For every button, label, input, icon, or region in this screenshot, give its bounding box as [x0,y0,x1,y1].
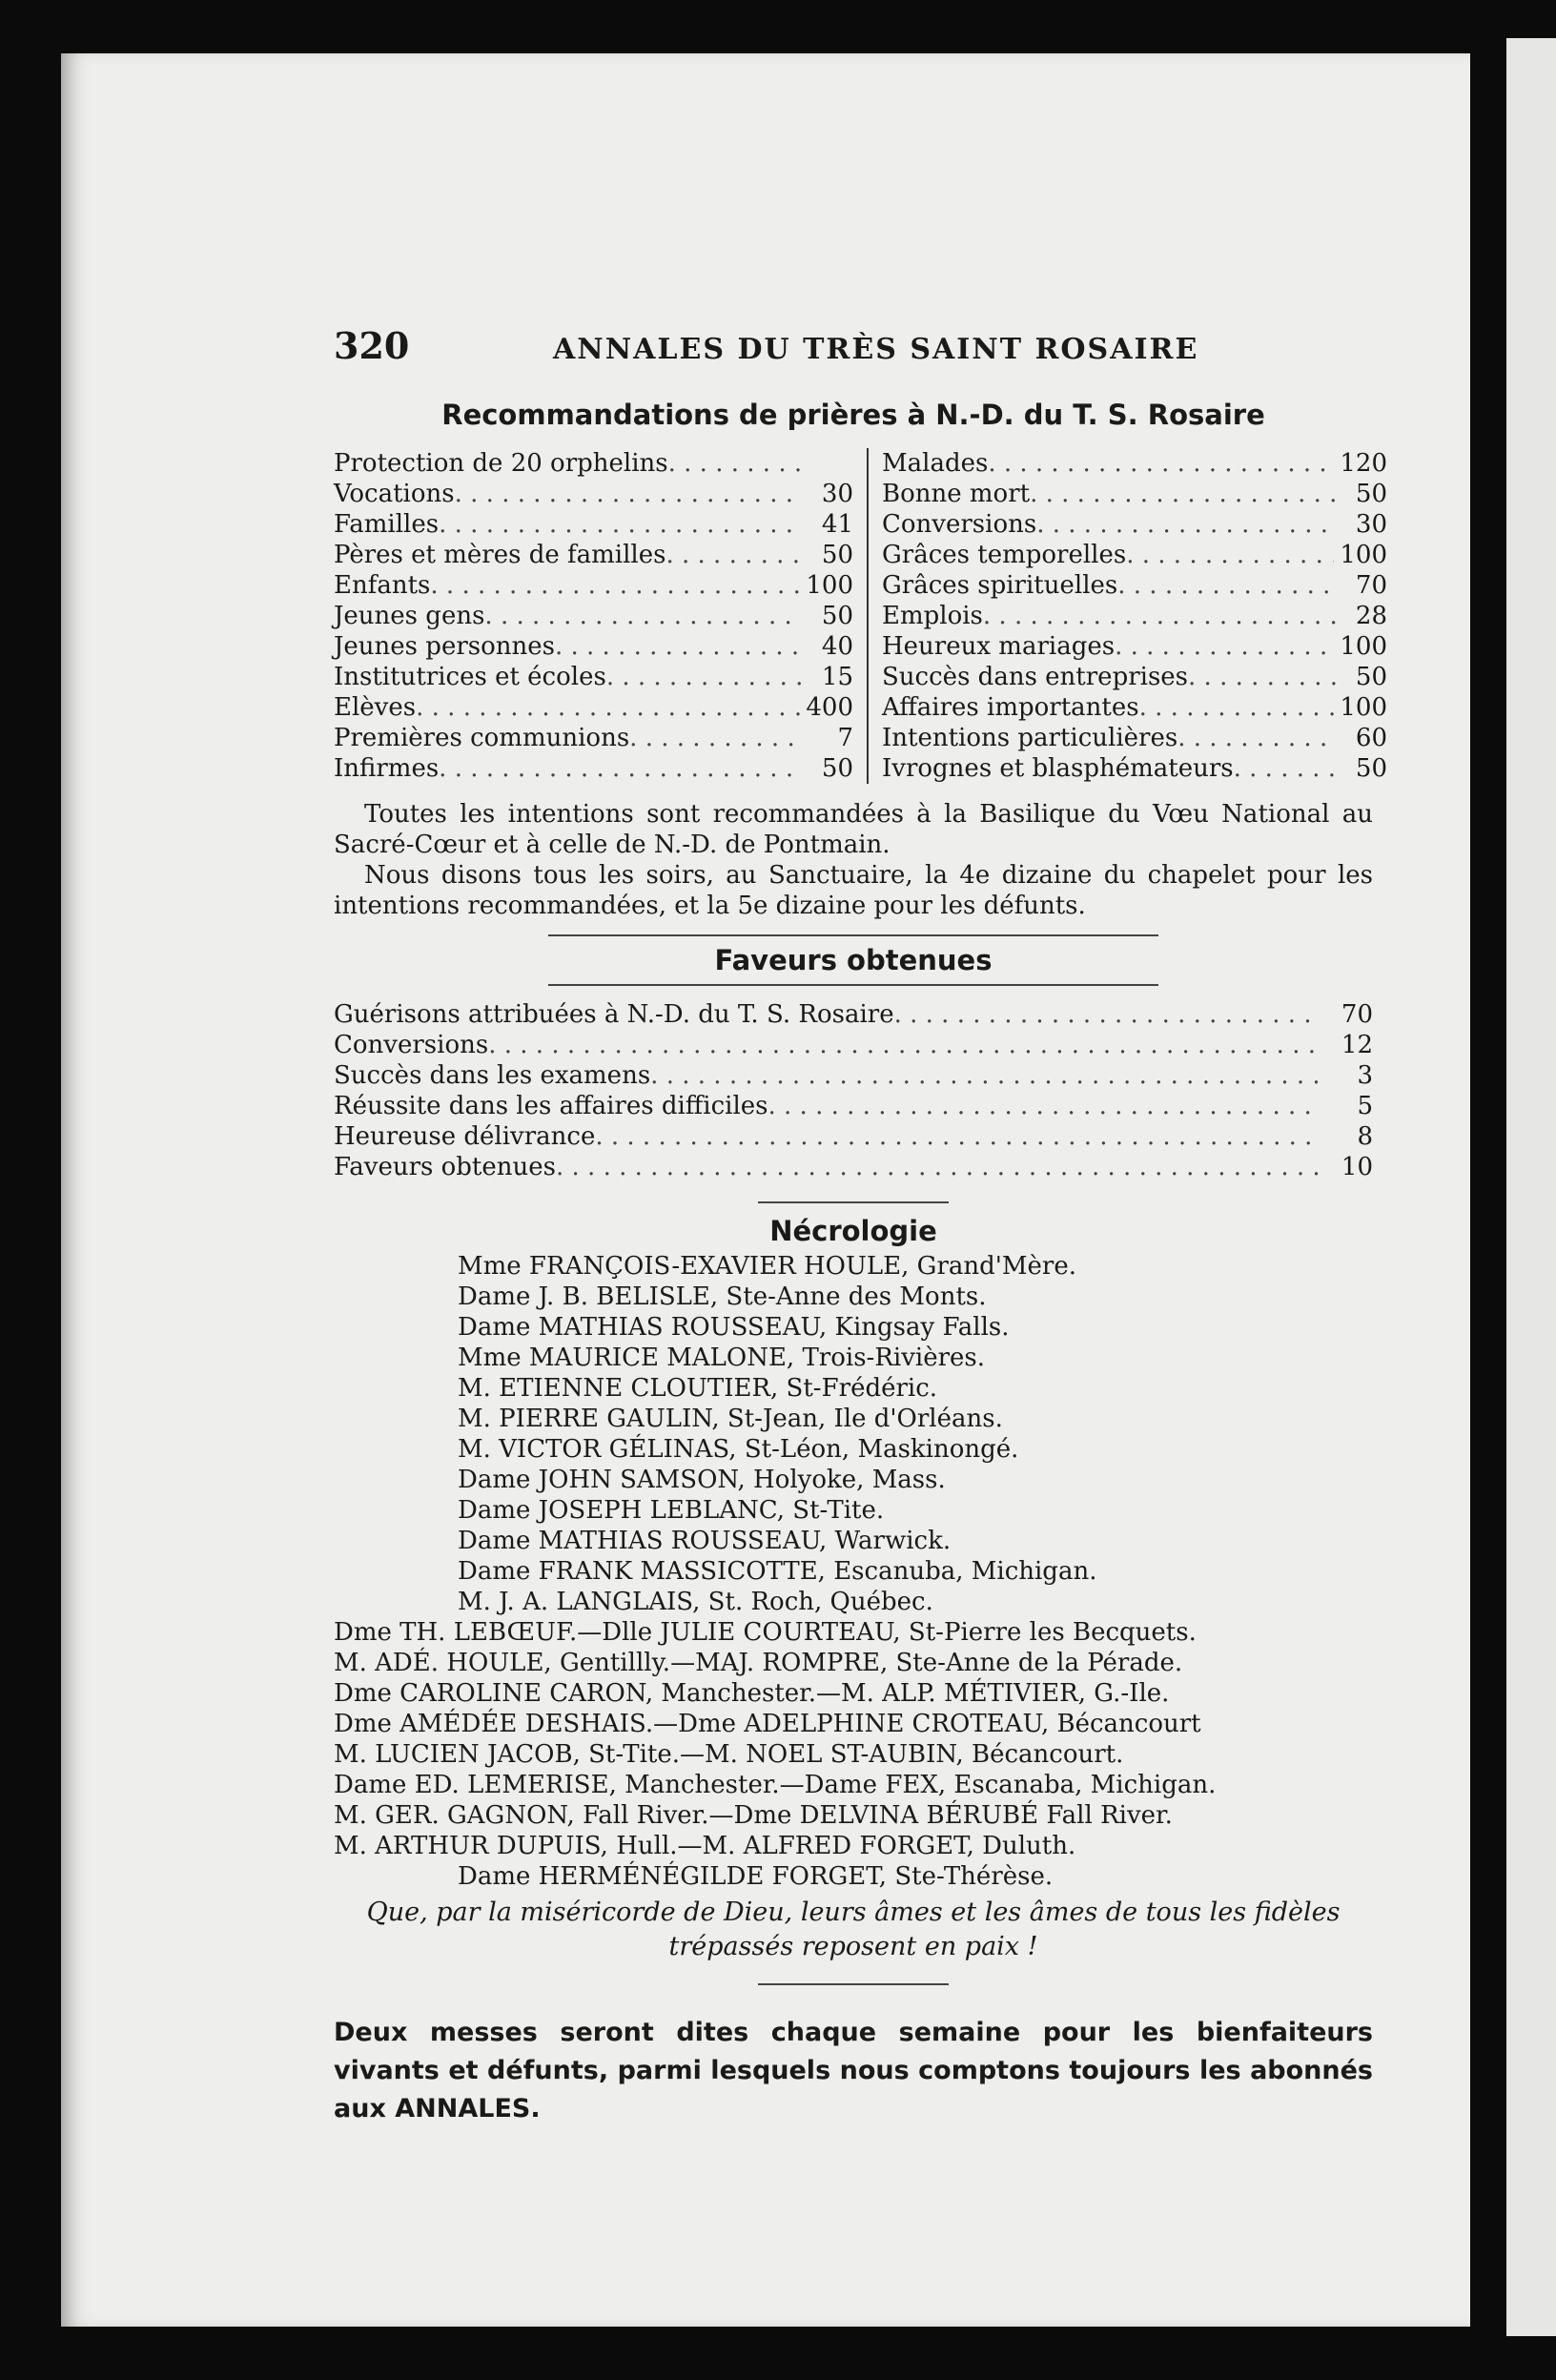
leader-dots [668,448,802,479]
list-row [334,1060,1373,1091]
row-label: Elèves [334,693,417,722]
list-row [882,479,1387,509]
row-label: Institutrices et écoles [334,663,606,691]
list-row [334,631,853,662]
row-value: 100 [806,571,853,600]
row-label: Heureuse délivrance [334,1122,596,1151]
row-value: 28 [1355,602,1387,630]
row-label: Heureux mariages [882,632,1116,661]
row-label: Pères et mères de familles [334,541,666,569]
closing-prayer [334,1896,1373,1964]
leader-dots [1234,753,1336,784]
necrologie-entry: Dme CAROLINE CARON, Manchester.—M. ALP. MÉTIVIER, G.-Ile. [334,1679,1170,1708]
necrologie-entry: M. ARTHUR DUPUIS, Hull.—M. ALFRED FORGET, Duluth. [334,1832,1076,1860]
necrologie-entry: M. PIERRE GAULIN, St-Jean, Ile d'Orléans. [458,1405,1003,1433]
list-row [882,753,1387,784]
necrologie-entry: M. LUCIEN JACOB, St-Tite.—M. NOEL ST-AUBIN, Bécancourt. [334,1740,1124,1769]
list-row [334,540,853,570]
necrologie-title: Nécrologie [769,1215,937,1247]
leader-dots [555,631,802,662]
row-label: Jeunes personnes [334,632,555,661]
necrologie-entry: M. VICTOR GÉLINAS, St-Léon, Maskinongé. [458,1435,1019,1464]
row-value: 8 [1357,1122,1373,1151]
adjacent-page-edge [1506,38,1556,2336]
list-row [334,999,1373,1030]
row-value: 100 [1340,693,1387,722]
section-divider [758,1983,949,1985]
leader-dots [484,601,802,631]
row-label: Malades [882,449,989,478]
necrologie-entry: Dame FRANK MASSICOTTE, Escanuba, Michigan. [458,1557,1097,1586]
leader-dots [983,601,1336,631]
row-label: Conversions [334,1031,489,1059]
necrologie-entry: M. J. A. LANGLAIS, St. Roch, Québec. [458,1588,933,1616]
row-value: 30 [821,480,853,508]
leader-dots [439,509,802,540]
list-row [334,662,853,692]
list-row [334,1030,1373,1060]
faveurs-title: Faveurs obtenues [714,944,993,976]
row-value: 30 [1355,510,1387,539]
list-row [334,509,853,540]
necrologie-entry: Dame MATHIAS ROUSSEAU, Kingsay Falls. [458,1313,1010,1342]
leader-dots [595,1121,1321,1152]
list-row [882,448,1387,479]
leader-dots [629,723,802,753]
row-label: Succès dans entreprises [882,663,1189,691]
row-value: 120 [1340,449,1387,478]
row-value: 60 [1355,724,1387,752]
list-row [334,601,853,631]
leader-dots [606,662,802,692]
list-row [334,692,853,723]
necrologie-entry: Mme MAURICE MALONE, Trois-Rivières. [458,1344,986,1372]
row-value: 70 [1341,1000,1373,1029]
list-row [882,601,1387,631]
row-label: Premières communions [334,724,630,752]
leader-dots [430,570,800,601]
row-value: 100 [1340,632,1387,661]
leader-dots [650,1060,1321,1091]
row-label: Vocations [334,480,455,508]
row-label: Emplois [882,602,983,630]
section-divider [548,984,1158,986]
row-label: Protection de 20 orphelins [334,449,668,478]
list-row [334,723,853,753]
necrologie-entry: Dame MATHIAS ROUSSEAU, Warwick. [458,1527,952,1555]
necrologie-entry: Dame JOHN SAMSON, Holyoke, Mass. [458,1466,946,1494]
row-label: Grâces spirituelles [882,571,1118,600]
leader-dots [488,1030,1321,1060]
row-value: 50 [821,754,853,783]
row-value: 40 [821,632,853,661]
row-value: 7 [837,724,853,752]
row-label: Jeunes gens [334,602,485,630]
section-divider [758,1201,949,1203]
row-value: 50 [821,602,853,630]
necrologie-entry: Dame ED. LEMERISE, Manchester.—Dame FEX, Escanaba, Michigan. [334,1771,1217,1799]
row-value: 50 [1355,754,1387,783]
list-row [882,662,1387,692]
list-row [882,570,1387,601]
row-label: Guérisons attribuées à N.-D. du T. S. Rosaire [334,1000,894,1029]
leader-dots [1188,662,1336,692]
row-label: Infirmes [334,754,440,783]
leader-dots [1177,723,1336,753]
leader-dots [556,1152,1321,1182]
row-label: Succès dans les examens [334,1061,651,1090]
necrologie-entry: Dame J. B. BELISLE, Ste-Anne des Monts. [458,1282,987,1311]
note-paragraph: Nous disons tous les soirs, au Sanctuaire, la 4e dizaine du chapelet pour les intentions recommandées, et la 5e dizaine pour les défunts. [334,861,1373,920]
necrologie-entry: Dme AMÉDÉE DESHAIS.—Dme ADELPHINE CROTEAU, Bécancourt [334,1710,1201,1738]
row-value: 70 [1355,571,1387,600]
leader-dots [988,448,1334,479]
row-label: Grâces temporelles [882,541,1127,569]
row-value: 100 [1340,541,1387,569]
page-content [334,324,1387,2128]
leader-dots [1036,509,1336,540]
list-row [882,723,1387,753]
necrologie-entry: Dame HERMÉNÉGILDE FORGET, Ste-Thérèse. [458,1862,1054,1891]
necrologie-entry: Dme TH. LEBŒUF.—Dlle JULIE COURTEAU, St-Pierre les Becquets. [334,1618,1197,1647]
row-label: Familles [334,510,440,539]
necrologie-list [334,1251,1373,1892]
leader-dots [1117,570,1336,601]
note-paragraph: Toutes les intentions sont recommandées à la Basilique du Vœu National au Sacré-Cœur et à celle de N.-D. de Pontmain. [334,800,1373,859]
necrologie-entry: M. ETIENNE CLOUTIER, St-Frédéric. [458,1374,938,1403]
row-label: Bonne mort [882,480,1031,508]
recommandations-notes [334,799,1373,921]
row-value: 400 [806,693,853,722]
running-title: ANNALES DU TRÈS SAINT ROSAIRE [553,333,1199,366]
final-notice: Deux messes seront dites chaque semaine pour les bienfaiteurs vivants et défunts, parmi lesquels nous comptons toujours les abonnés aux ANNALES. [334,2018,1373,2124]
section-divider [548,934,1158,936]
list-row [882,631,1387,662]
row-label: Ivrognes et blasphémateurs [882,754,1234,783]
leader-dots [439,753,802,784]
row-value: 12 [1341,1031,1373,1059]
row-value: 50 [1355,480,1387,508]
recommandations-left-column [334,448,867,784]
row-label: Conversions [882,510,1037,539]
list-row [882,509,1387,540]
leader-dots [455,479,802,509]
leader-dots [416,692,800,723]
list-row [882,692,1387,723]
row-label: Faveurs obtenues [334,1153,556,1181]
row-value: 10 [1341,1153,1373,1181]
list-row [334,1121,1373,1152]
row-value: 3 [1357,1061,1373,1090]
row-value: 41 [821,510,853,539]
necrologie-entry: Dame JOSEPH LEBLANC, St-Tite. [458,1496,885,1525]
row-label: Intentions particulières [882,724,1178,752]
list-row [334,479,853,509]
list-row [334,570,853,601]
row-value: 50 [1355,663,1387,691]
row-value: 5 [1357,1092,1373,1120]
faveurs-list [334,999,1373,1182]
leader-dots [1115,631,1334,662]
necrologie-entry: Mme FRANÇOIS-EXAVIER HOULE, Grand'Mère. [458,1252,1077,1281]
closing-line: trépassés reposent en paix ! [668,1932,1038,1961]
necrologie-entry: M. ADÉ. HOULE, Gentillly.—MAJ. ROMPRE, Ste-Anne de la Pérade. [334,1649,1183,1677]
recommandations-right-column [867,448,1387,784]
row-value: 50 [821,541,853,569]
leader-dots [1126,540,1334,570]
list-row [334,753,853,784]
list-row [882,540,1387,570]
leader-dots [1030,479,1336,509]
closing-line: Que, par la miséricorde de Dieu, leurs âmes et les âmes de tous les fidèles [366,1898,1341,1927]
row-value: 15 [821,663,853,691]
list-row [334,448,853,479]
recommandations-title: Recommandations de prières à N.-D. du T. S. Rosaire [441,399,1265,431]
page-header [334,324,1373,391]
leader-dots [665,540,802,570]
necrologie-entry: M. GER. GAGNON, Fall River.—Dme DELVINA BÉRUBÉ Fall River. [334,1801,1173,1830]
row-label: Réussite dans les affaires difficiles [334,1092,768,1120]
list-row [334,1091,1373,1121]
page-number: 320 [334,324,410,367]
leader-dots [894,999,1321,1030]
leader-dots [768,1091,1322,1121]
recommandations-table [334,448,1387,784]
row-label: Enfants [334,571,431,600]
leader-dots [1139,692,1335,723]
list-row [334,1152,1373,1182]
row-label: Affaires importantes [882,693,1139,722]
